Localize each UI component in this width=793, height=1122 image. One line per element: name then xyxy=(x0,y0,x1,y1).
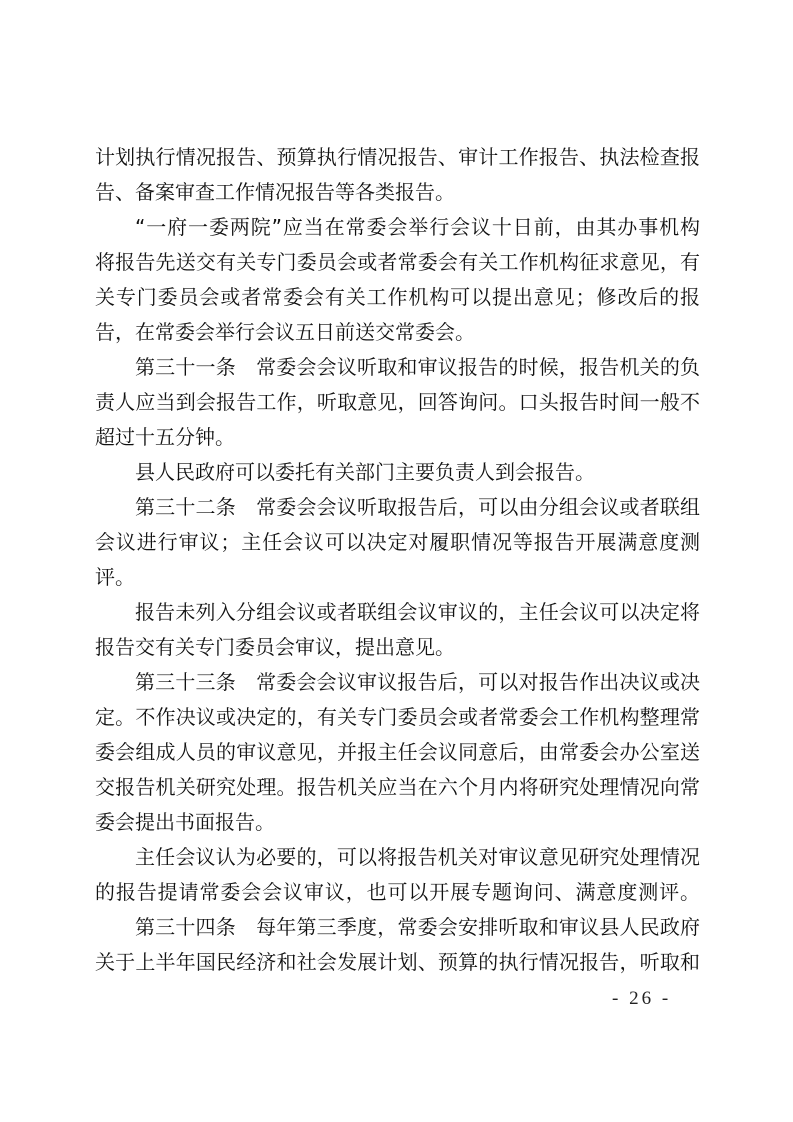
paragraph-county-government xyxy=(95,455,700,490)
paragraph-article-34 xyxy=(95,910,700,980)
text-line: 第三十三条 常委会会议审议报告后，可以对报告作出决议或决 xyxy=(135,670,700,694)
text-line: 第三十四条 每年第三季度，常委会安排听取和审议县人民政府 xyxy=(135,915,700,939)
text-line: 计划执行情况报告、预算执行情况报告、审计工作报告、执法检查报 xyxy=(95,145,700,169)
body-text xyxy=(95,140,700,980)
text-line: 会议进行审议；主任会议可以决定对履职情况等报告开展满意度测 xyxy=(95,530,700,554)
text-line: 评。 xyxy=(95,565,135,589)
text-line: 报告交有关专门委员会审议，提出意见。 xyxy=(95,635,455,659)
paragraph-article-31 xyxy=(95,350,700,455)
text-line: 第三十二条 常委会会议听取报告后，可以由分组会议或者联组 xyxy=(135,495,700,519)
paragraph-director-meeting xyxy=(95,840,700,910)
text-line: 告、备案审查工作情况报告等各类报告。 xyxy=(95,180,455,204)
text-line: 县人民政府可以委托有关部门主要负责人到会报告。 xyxy=(135,460,595,484)
text-line: 交报告机关研究处理。报告机关应当在六个月内将研究处理情况向常 xyxy=(95,775,700,799)
text-line: 报告未列入分组会议或者联组会议审议的，主任会议可以决定将 xyxy=(135,600,700,624)
paragraph-report-submission xyxy=(95,210,700,350)
paragraph-continued-report-types xyxy=(95,140,700,210)
page-number: - 26 - xyxy=(612,988,672,1009)
text-line: 定。不作决议或决定的，有关专门委员会或者常委会工作机构整理常 xyxy=(95,705,700,729)
paragraph-article-33 xyxy=(95,665,700,840)
text-line: 委会提出书面报告。 xyxy=(95,810,275,834)
text-line: 的报告提请常委会会议审议，也可以开展专题询问、满意度测评。 xyxy=(95,880,700,904)
text-line: 关专门委员会或者常委会有关工作机构可以提出意见；修改后的报 xyxy=(95,285,700,309)
text-line: 主任会议认为必要的，可以将报告机关对审议意见研究处理情况 xyxy=(135,845,700,869)
text-line: 关于上半年国民经济和社会发展计划、预算的执行情况报告，听取和 xyxy=(95,950,700,974)
text-line: 告，在常委会举行会议五日前送交常委会。 xyxy=(95,320,475,344)
text-line: 超过十五分钟。 xyxy=(95,425,235,449)
paragraph-unlisted-reports xyxy=(95,595,700,665)
text-line: 责人应当到会报告工作，听取意见，回答询问。口头报告时间一般不 xyxy=(95,390,700,414)
paragraph-article-32 xyxy=(95,490,700,595)
text-line: 第三十一条 常委会会议听取和审议报告的时候，报告机关的负 xyxy=(135,355,700,379)
text-line: 委会组成人员的审议意见，并报主任会议同意后，由常委会办公室送 xyxy=(95,740,700,764)
text-line: “一府一委两院”应当在常委会举行会议十日前，由其办事机构 xyxy=(135,215,700,239)
text-line: 将报告先送交有关专门委员会或者常委会有关工作机构征求意见，有 xyxy=(95,250,700,274)
